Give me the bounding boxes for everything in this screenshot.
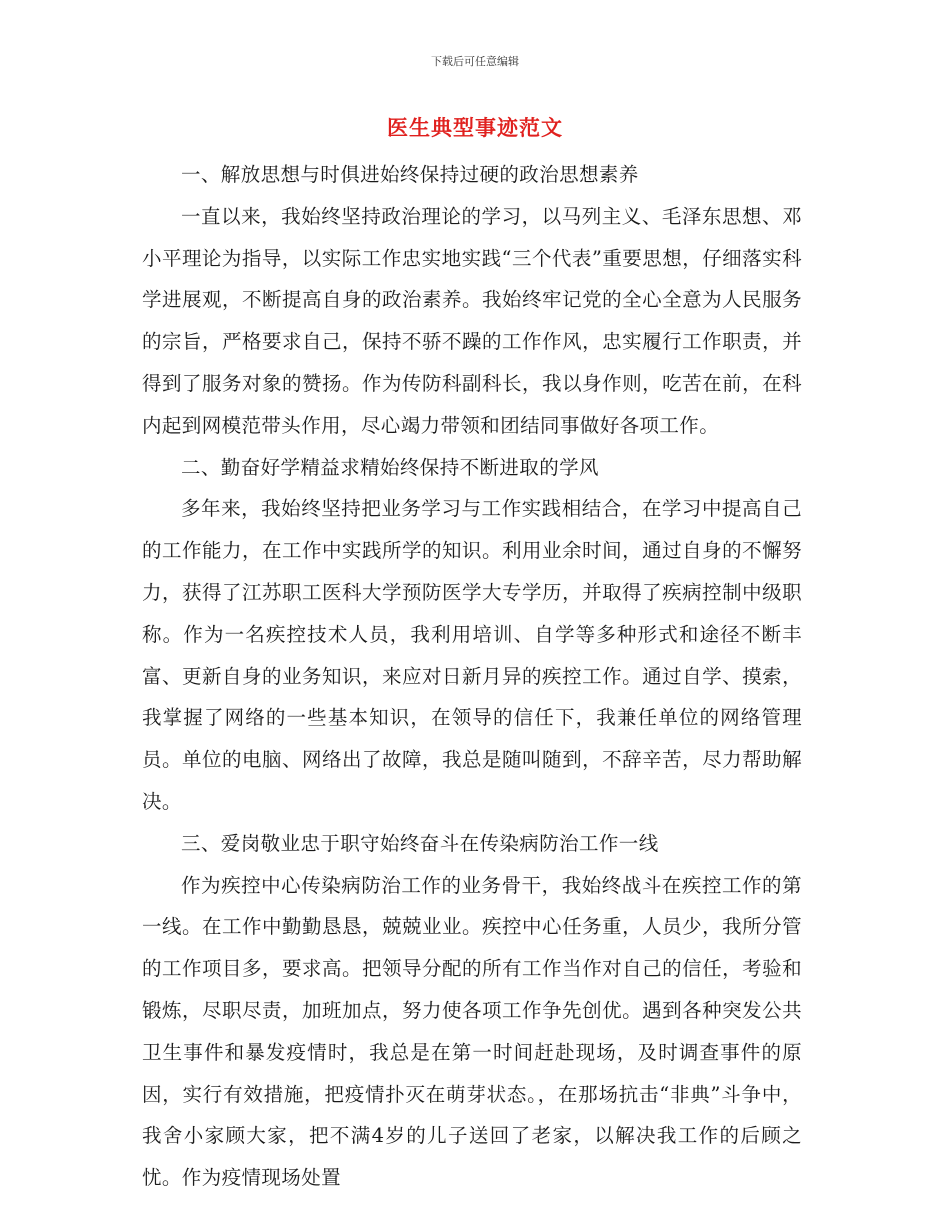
document-title: 医生典型事迹范文 [387,115,563,140]
header-note: 下载后可任意编辑 [431,55,519,68]
document-body [142,154,802,1199]
paragraph-2: 多年来，我始终坚持把业务学习与工作实践相结合，在学习中提高自己的工作能力，在工作中实践所学的知识。利用业余时间，通过自身的不懈努力，获得了江苏职工医科大学预防医学大专学历，并取得了疾病控制中级职称。作为一名疾控技术人员，我利用培训、自学等多种形式和途径不断丰富、更新自身的业务知识，来应对日新月异的疾控工作。通过自学、摸索，我掌握了网络的一些基本知识，在领导的信任下，我兼任单位的网络管理员。单位的电脑、网络出了故障，我总是随叫随到，不辞辛苦，尽力帮助解决。 [142,497,802,813]
paragraph-3: 作为疾控中心传染病防治工作的业务骨干，我始终战斗在疾控工作的第一线。在工作中勤勤恳恳，兢兢业业。疾控中心任务重，人员少，我所分管的工作项目多，要求高。把领导分配的所有工作当作对自己的信任，考验和锻炼，尽职尽责，加班加点，努力使各项工作争先创优。遇到各种突发公共卫生事件和暴发疫情时，我总是在第一时间赶赴现场，及时调查事件的原因，实行有效措施，把疫情扑灭在萌芽状态。，在那场抗击“非典”斗争中，我舍小家顾大家，把不满4岁的儿子送回了老家，以解决我工作的后顾之忧。作为疫情现场处置 [142,873,802,1190]
section-heading-1: 一、解放思想与时俱进始终保持过硬的政治思想素养 [181,163,639,186]
paragraph-1: 一直以来，我始终坚持政治理论的学习，以马列主义、毛泽东思想、邓小平理论为指导，以实际工作忠实地实践“三个代表”重要思想，仔细落实科学进展观，不断提高自身的政治素养。我始终牢记党的全心全意为人民服务的宗旨，严格要求自己，保持不骄不躁的工作作风，忠实履行工作职责，并得到了服务对象的赞扬。作为传防科副科长，我以身作则，吃苦在前，在科内起到网模范带头作用，尽心竭力带领和团结同事做好各项工作。 [142,204,802,437]
section-heading-3: 三、爱岗敬业忠于职守始终奋斗在传染病防治工作一线 [181,831,659,855]
section-heading-2: 二、勤奋好学精益求精始终保持不断进取的学风 [181,455,599,479]
